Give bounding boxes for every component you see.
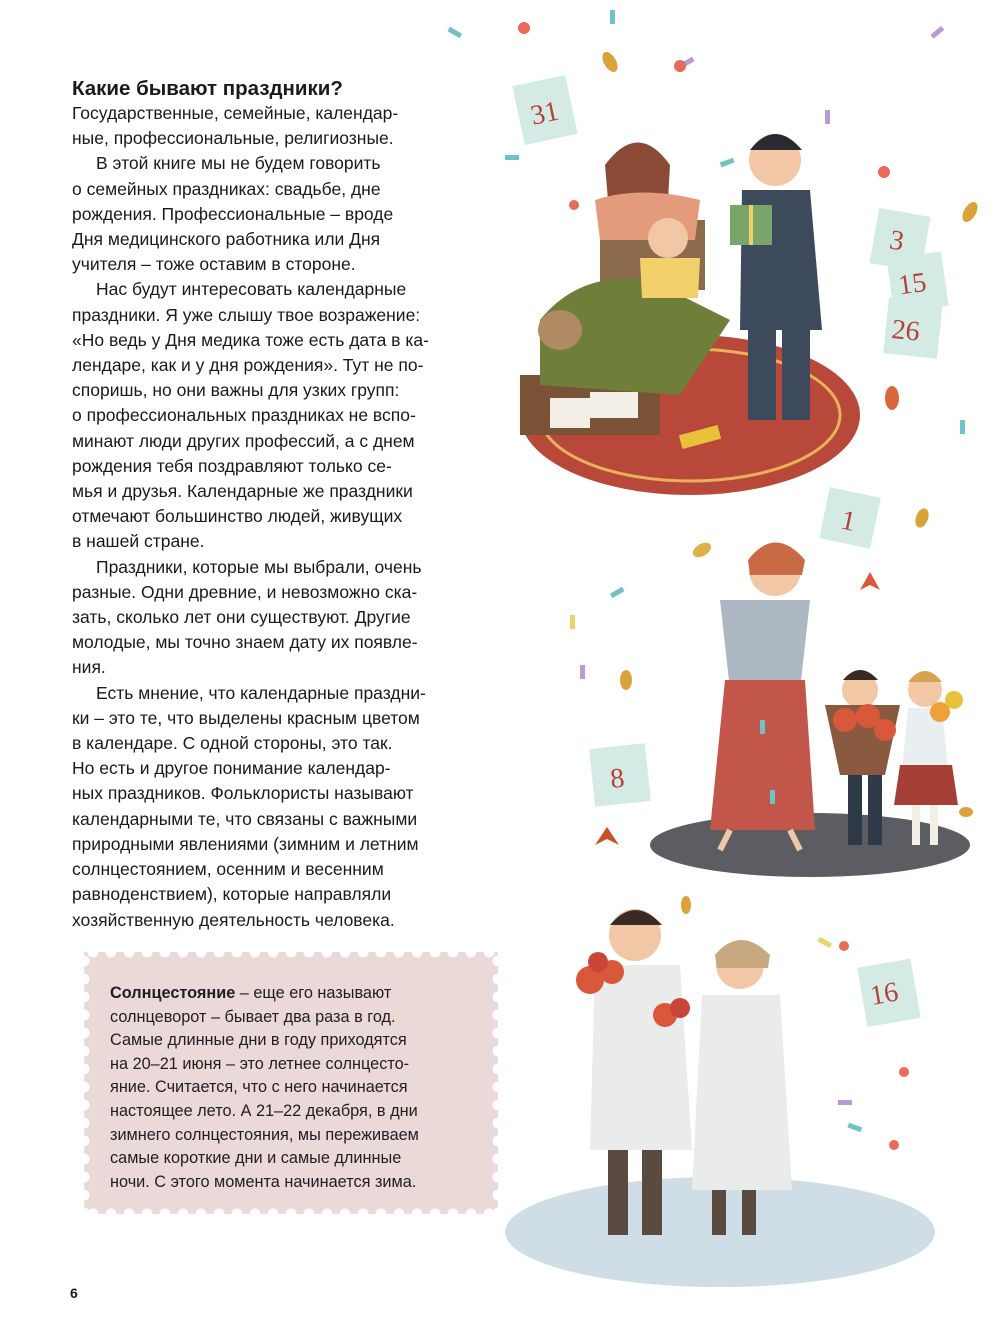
text-line: рождения тебя поздравляют только се- bbox=[72, 455, 392, 476]
body-text bbox=[72, 101, 492, 933]
text-line: отмечают большинство людей, живущих bbox=[72, 506, 403, 527]
text-line: Есть мнение, что календарные праздни- bbox=[96, 682, 426, 703]
calendar-page-16 bbox=[857, 959, 921, 1027]
text-line: ных праздников. Фольклористы называют bbox=[72, 783, 414, 804]
sidebar-line: самые короткие дни и самые длинные bbox=[110, 1149, 402, 1168]
text-line: минают люди других профессий, а с днем bbox=[72, 430, 415, 451]
text-line: календарными те, что связаны с важными bbox=[72, 808, 418, 829]
text-line: о семейных праздниках: свадьбе, дне bbox=[72, 178, 381, 199]
text-line: природными явлениями (зимним и летним bbox=[72, 833, 419, 854]
calendar-page-8 bbox=[589, 743, 651, 807]
section-heading: Какие бывают праздники? bbox=[72, 77, 343, 100]
text-line: Государственные, семейные, календар- bbox=[72, 103, 399, 123]
svg-text:31: 31 bbox=[527, 95, 562, 132]
text-line: споришь, но они важны для узких групп: bbox=[72, 380, 400, 401]
paragraph bbox=[72, 277, 492, 554]
paragraph bbox=[72, 555, 492, 681]
sidebar-term: Солнцестояние bbox=[110, 984, 236, 1002]
text-line: Нас будут интересовать календарные bbox=[96, 279, 407, 300]
text-line: мья и друзья. Календарные же праздники bbox=[72, 481, 413, 502]
text-line: ки – это те, что выделены красным цветом bbox=[72, 707, 420, 728]
calendar-page-31 bbox=[512, 75, 577, 145]
text-line: праздники. Я уже слышу твое возражение: bbox=[72, 304, 421, 325]
sidebar-text bbox=[110, 982, 480, 1194]
family-scene-illustration bbox=[520, 134, 860, 495]
sidebar-line: ночи. С этого момента начинается зима. bbox=[110, 1172, 417, 1191]
text-line: молодые, мы точно знаем дату их появле- bbox=[72, 632, 418, 653]
illustrations bbox=[430, 0, 1000, 1333]
sidebar-line: Самые длинные дни в году приходятся bbox=[110, 1031, 407, 1050]
text-line: разные. Одни древние, и невозможно ска- bbox=[72, 581, 418, 602]
paragraph bbox=[72, 151, 492, 277]
calendar-page-26 bbox=[883, 297, 943, 358]
teacher-scene-illustration bbox=[650, 543, 970, 878]
text-line: хозяйственную деятельность человека. bbox=[72, 909, 395, 930]
text-line: В этой книге мы не будем говорить bbox=[96, 153, 381, 174]
sidebar-line: солнцеворот – бывает два раза в год. bbox=[110, 1007, 396, 1026]
sidebar-line: настоящее лето. А 21–22 декабря, в дни bbox=[110, 1101, 418, 1120]
text-line: зать, сколько лет они существуют. Другие bbox=[72, 607, 411, 628]
svg-text:26: 26 bbox=[890, 313, 922, 348]
text-line: в календаре. С одной стороны, это так. bbox=[72, 733, 393, 754]
main-text-column bbox=[72, 76, 492, 933]
svg-text:8: 8 bbox=[608, 762, 626, 795]
paragraph bbox=[72, 681, 492, 933]
sidebar-line: на 20–21 июня – это летнее солнцесто- bbox=[110, 1054, 410, 1073]
text-line: Дня медицинского работника или Дня bbox=[72, 229, 381, 250]
text-line: Праздники, которые мы выбрали, очень bbox=[96, 556, 422, 577]
text-line: рождения. Профессиональные – вроде bbox=[72, 203, 394, 224]
text-line: солнцестоянием, осенним и весенним bbox=[72, 859, 384, 880]
text-line: лендаре, как и у дня рождения». Тут не по- bbox=[72, 355, 424, 376]
text-line: учителя – тоже оставим в стороне. bbox=[72, 254, 356, 275]
sidebar-line: зимнего солнцестояния, мы переживаем bbox=[110, 1125, 419, 1144]
svg-text:16: 16 bbox=[867, 976, 901, 1012]
text-line: о профессиональных праздниках не вспо- bbox=[72, 405, 416, 426]
svg-text:3: 3 bbox=[887, 224, 907, 258]
paragraph bbox=[72, 101, 492, 151]
text-line: ные, профессиональные, религиозные. bbox=[72, 128, 394, 149]
text-line: равноденствием), которые направляли bbox=[72, 884, 392, 905]
text-line: Но есть и другое понимание календар- bbox=[72, 758, 391, 779]
text-line: в нашей стране. bbox=[72, 531, 205, 552]
svg-text:15: 15 bbox=[896, 266, 929, 302]
text-line: ния. bbox=[72, 657, 106, 678]
sidebar-line: – еще его называют bbox=[235, 984, 392, 1002]
calendar-page-1 bbox=[819, 487, 881, 549]
text-line: «Но ведь у Дня медика тоже есть дата в ка- bbox=[72, 329, 429, 350]
page-number: 6 bbox=[70, 1285, 78, 1301]
sidebar-line: яние. Считается, что с него начинается bbox=[110, 1078, 408, 1097]
svg-text:1: 1 bbox=[838, 504, 859, 538]
